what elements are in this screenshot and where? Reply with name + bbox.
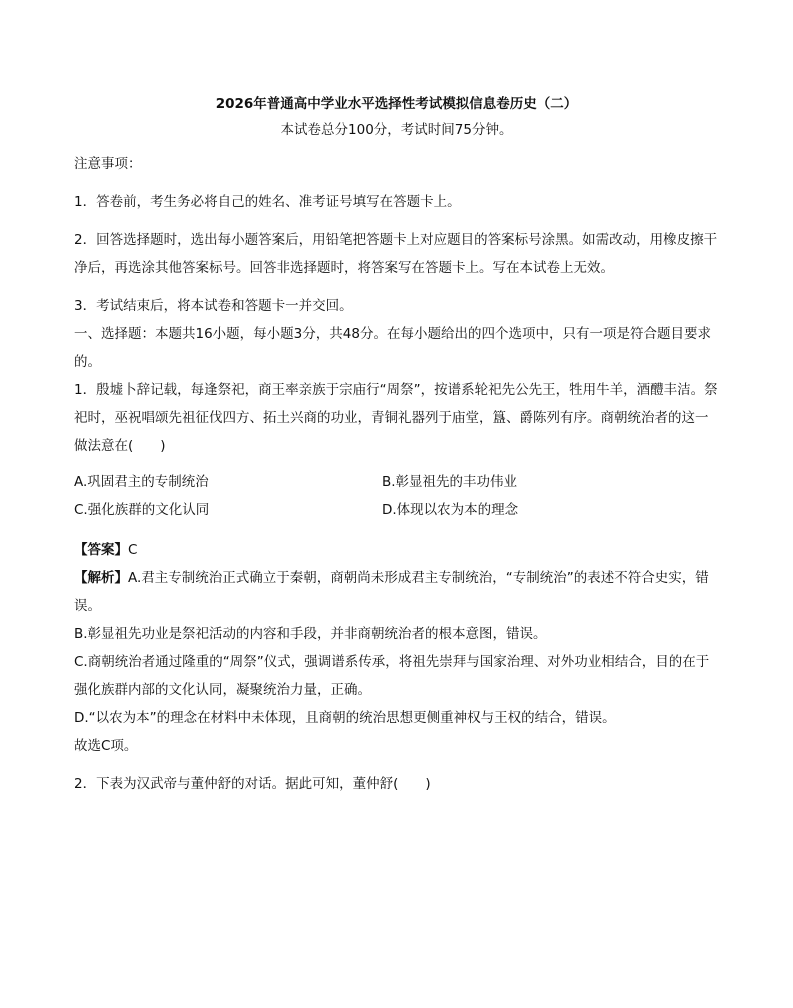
option-b: B.彰显祖先的丰功伟业: [382, 474, 518, 490]
exam-document: [74, 92, 719, 798]
exam-subtitle: 本试卷总分100分，考试时间75分钟。: [280, 122, 513, 138]
analysis-d: D.“以农为本”的理念在材料中未体现，且商朝的统治思想更侧重神权与王权的结合，错误。: [74, 710, 616, 726]
analysis-b: B.彰显祖先功业是祭祀活动的内容和手段，并非商朝统治者的根本意图，错误。: [74, 626, 547, 642]
analysis-a: [74, 564, 719, 620]
analysis-a-text: A.君主专制统治正式确立于秦朝，商朝尚未形成君主专制统治，“专制统治”的表述不符合史实，错误。: [74, 570, 709, 614]
question-1-stem: 1．殷墟卜辞记载，每逢祭祀，商王率亲族于宗庙行“周祭”，按谱系轮祀先公先王，牲用牛羊，酒醴丰洁。祭祀时，巫祝唱颂先祖征伐四方、拓土兴商的功业，青铜礼器列于庙堂，簋、爵陈列有序。商朝统治者的这一做法意在( ): [74, 382, 718, 454]
analysis-conclusion: 故选C项。: [74, 738, 138, 754]
option-c: C.强化族群的文化认同: [74, 502, 210, 518]
answer-value: C: [128, 542, 138, 558]
answer-label: 【答案】: [74, 542, 128, 558]
exam-title: 2026年普通高中学业水平选择性考试模拟信息卷历史（二）: [215, 96, 578, 112]
notice-item-1: 1．答卷前，考生务必将自己的姓名、准考证号填写在答题卡上。: [74, 194, 461, 210]
analysis-label: 【解析】: [74, 570, 128, 586]
option-a: A.巩固君主的专制统治: [74, 474, 209, 490]
notice-item-2: 2．回答选择题时，选出每小题答案后，用铅笔把答题卡上对应题目的答案标号涂黑。如需改动，用橡皮擦干净后，再选涂其他答案标号。回答非选择题时，将答案写在答题卡上。写在本试卷上无效。: [74, 232, 718, 276]
analysis-c: C.商朝统治者通过隆重的“周祭”仪式，强调谱系传承，将祖先崇拜与国家治理、对外功业相结合，目的在于强化族群内部的文化认同，凝聚统治力量，正确。: [74, 654, 710, 698]
question-2-stem: 2．下表为汉武帝与董仲舒的对话。据此可知，董仲舒( ): [74, 776, 431, 792]
section-intro: 一、选择题：本题共16小题，每小题3分，共48分。在每小题给出的四个选项中，只有一项是符合题目要求的。: [74, 326, 711, 370]
option-d: D.体现以农为本的理念: [382, 502, 519, 518]
notice-item-3: 3．考试结束后，将本试卷和答题卡一并交回。: [74, 298, 353, 314]
question-1-options: [74, 468, 719, 524]
notice-heading: 注意事项：: [74, 156, 142, 172]
question-1-answer: [74, 536, 719, 564]
